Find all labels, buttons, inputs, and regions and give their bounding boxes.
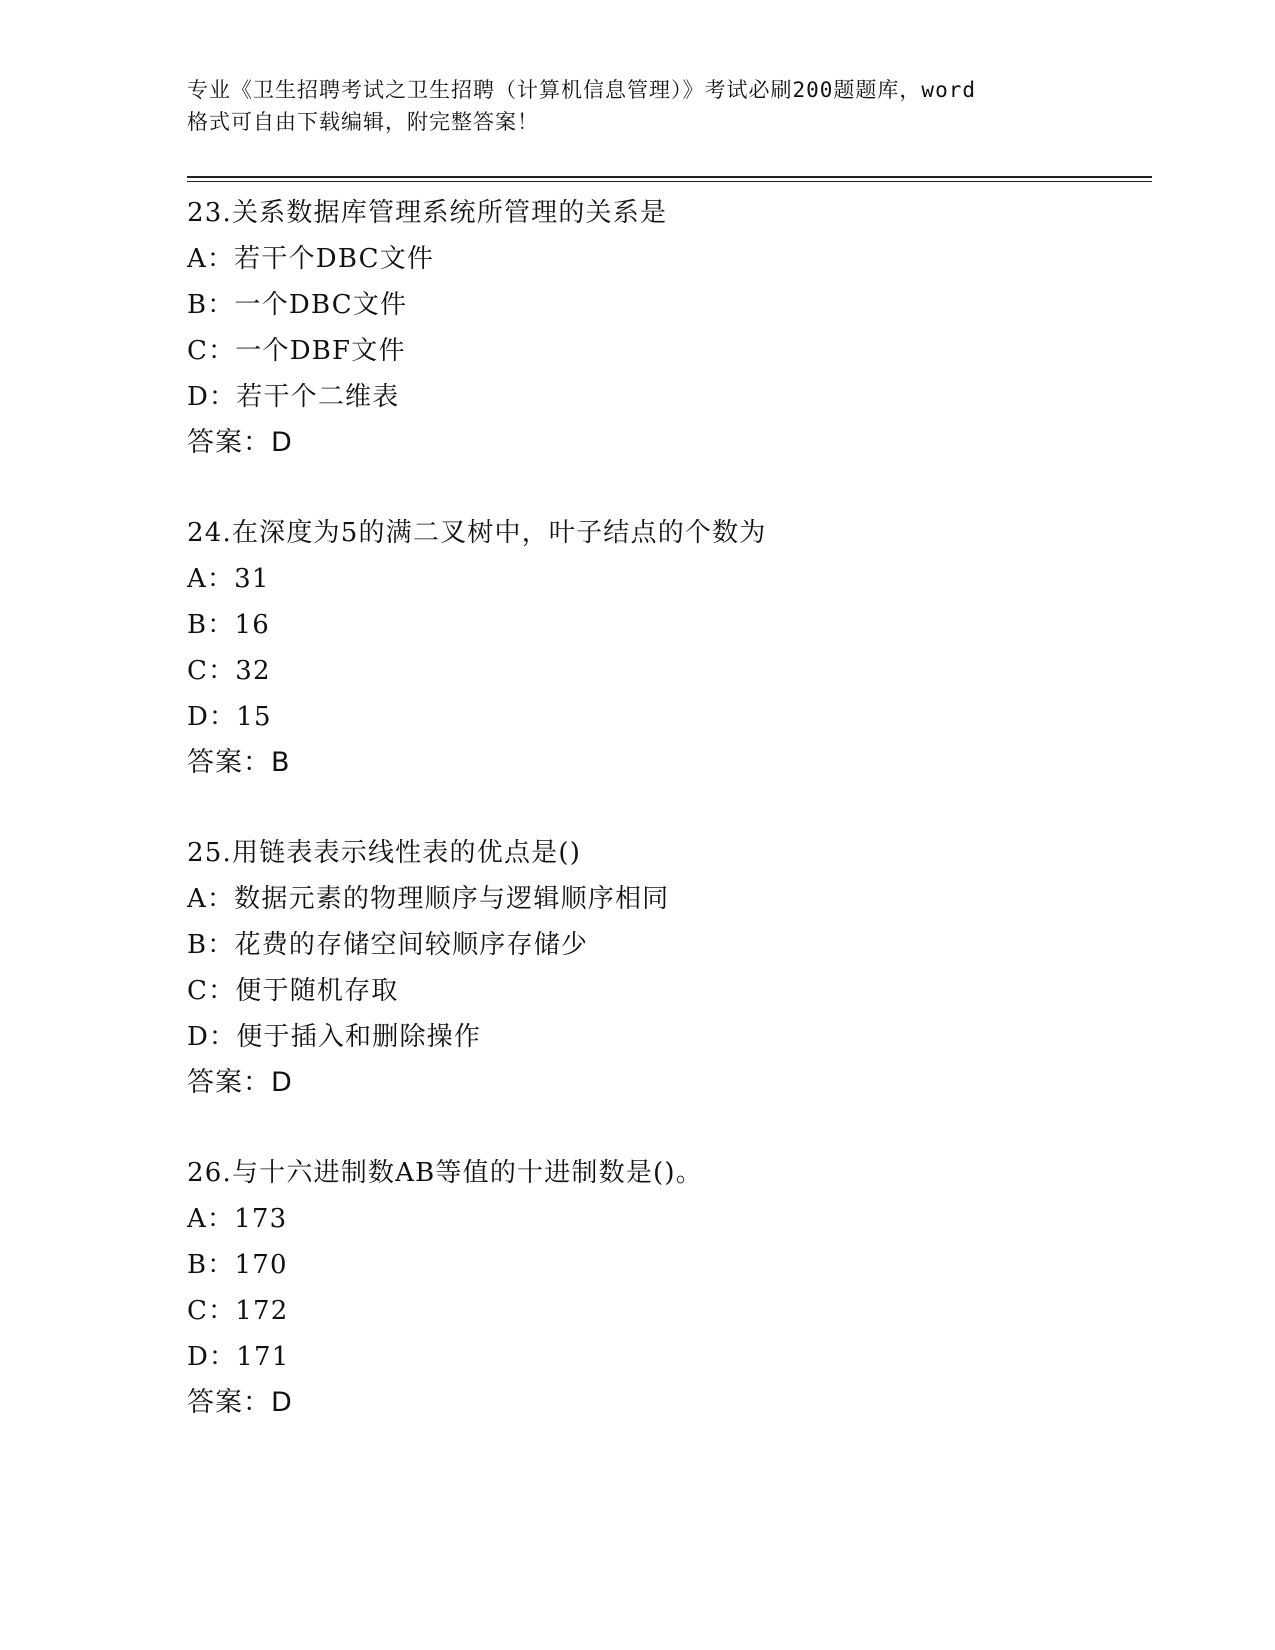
- option-b: B：16: [187, 610, 270, 640]
- option-b: B：170: [187, 1250, 288, 1280]
- question-23: [187, 190, 1147, 510]
- option-a: A：31: [187, 564, 270, 594]
- question-26: [187, 1150, 1147, 1470]
- option-c: C：32: [187, 656, 271, 686]
- question-stem: 23.关系数据库管理系统所管理的关系是: [187, 198, 668, 228]
- header-divider-thick: [187, 176, 1152, 178]
- option-b: B：一个DBC文件: [187, 290, 408, 320]
- header-line-2: 格式可自由下载编辑，附完整答案！: [187, 110, 539, 134]
- answer-label: 答案：D: [187, 1067, 293, 1098]
- question-24: [187, 510, 1147, 830]
- answer-label: 答案：D: [187, 1387, 293, 1418]
- header-divider-thin: [187, 181, 1152, 182]
- option-c: C：172: [187, 1296, 289, 1326]
- option-a: A：若干个DBC文件: [187, 244, 435, 274]
- option-d: D：便于插入和删除操作: [187, 1022, 482, 1052]
- option-c: C：便于随机存取: [187, 976, 399, 1006]
- question-list: [187, 190, 1147, 1470]
- question-stem: 24.在深度为5的满二叉树中，叶子结点的个数为: [187, 518, 767, 548]
- option-a: A：173: [187, 1204, 288, 1234]
- answer-label: 答案：D: [187, 427, 293, 458]
- option-c: C：一个DBF文件: [187, 336, 406, 366]
- header-line-1: 专业《卫生招聘考试之卫生招聘（计算机信息管理）》考试必刷200题题库，word: [187, 78, 976, 102]
- answer-label: 答案：B: [187, 747, 291, 778]
- option-d: D：171: [187, 1342, 290, 1372]
- document-header: [187, 74, 1087, 138]
- question-25: [187, 830, 1147, 1150]
- option-d: D：15: [187, 702, 272, 732]
- option-a: A：数据元素的物理顺序与逻辑顺序相同: [187, 884, 670, 914]
- question-stem: 26.与十六进制数AB等值的十进制数是()。: [187, 1158, 703, 1188]
- option-d: D：若干个二维表: [187, 382, 400, 412]
- option-b: B：花费的存储空间较顺序存储少: [187, 930, 589, 960]
- question-stem: 25.用链表表示线性表的优点是(): [187, 838, 582, 868]
